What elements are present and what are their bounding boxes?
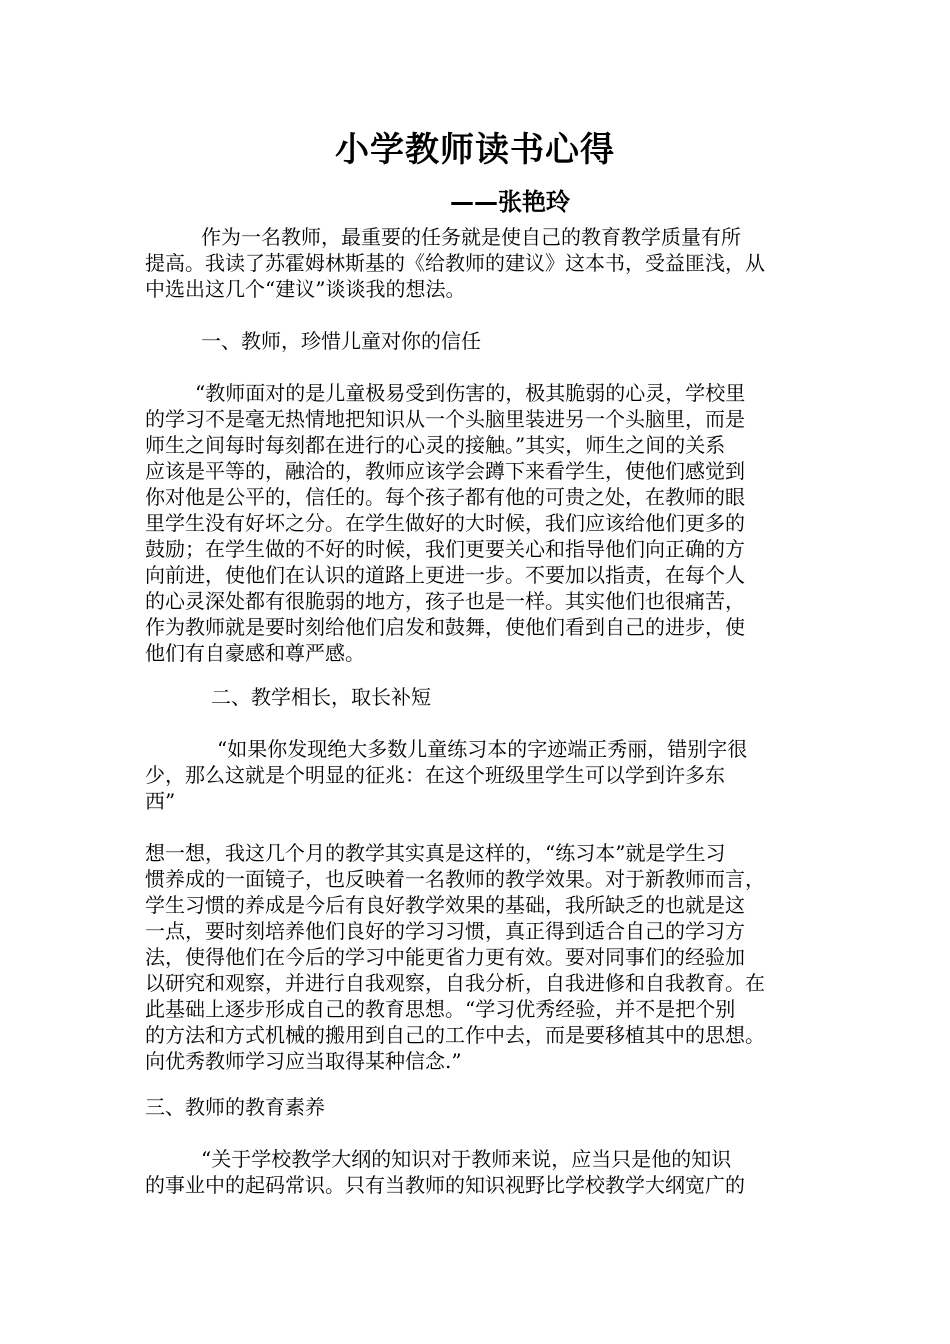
section-heading-1: 一、教师，珍惜儿童对你的信任 (201, 329, 481, 353)
text-line: 鼓励；在学生做的不好的时候，我们更要关心和指导他们向正确的方 (145, 537, 745, 561)
text-line: 里学生没有好坏之分。在学生做好的大时候，我们应该给他们更多的 (145, 511, 745, 535)
section2-paragraph (145, 840, 835, 1074)
text-line: 学生习惯的养成是今后有良好教学效果的基础，我所缺乏的也就是这 (145, 893, 745, 917)
text-line: “关于学校教学大纲的知识对于教师来说，应当只是他的知识 (201, 1147, 732, 1171)
text-line: 西” (145, 789, 176, 813)
text-line: 的方法和方式机械的搬用到自己的工作中去，而是要移植其中的思想。 (145, 1023, 765, 1047)
text-line: 向前进，使他们在认识的道路上更进一步。不要加以指责，在每个人 (145, 563, 745, 587)
text-line: “教师面对的是儿童极易受到伤害的，极其脆弱的心灵，学校里 (195, 381, 746, 405)
text-line: 你对他是公平的，信任的。每个孩子都有他的可贵之处，在教师的眼 (145, 485, 745, 509)
text-line: 的学习不是毫无热情地把知识从一个头脑里装进另一个头脑里，而是 (145, 407, 745, 431)
text-line: 提高。我读了苏霍姆林斯基的《给教师的建议》这本书，受益匪浅，从 (145, 251, 765, 275)
text-line: 师生之间每时每刻都在进行的心灵的接触。”其实，师生之间的关系 (145, 433, 726, 457)
text-line: 向优秀教师学习应当取得某种信念.” (145, 1049, 462, 1073)
section-heading-2: 二、教学相长，取长补短 (211, 685, 431, 709)
section1-paragraph (145, 380, 835, 666)
text-line: 的心灵深处都有很脆弱的地方，孩子也是一样。其实他们也很痛苦， (145, 589, 745, 613)
section-heading-3: 三、教师的教育素养 (145, 1095, 325, 1119)
text-line: 法，使得他们在今后的学习中能更省力更有效。要对同事们的经验加 (145, 945, 745, 969)
text-line: 他们有自豪感和尊严感。 (145, 641, 365, 665)
text-line: 一点，要时刻培养他们良好的学习习惯，真正得到适合自己的学习方 (145, 919, 745, 943)
text-line: 少，那么这就是个明显的征兆：在这个班级里学生可以学到许多东 (145, 763, 725, 787)
text-line: 惯养成的一面镜子，也反映着一名教师的教学效果。对于新教师而言， (145, 867, 765, 891)
text-line: 的事业中的起码常识。只有当教师的知识视野比学校教学大纲宽广的 (145, 1173, 745, 1197)
text-line: 中选出这几个“建议”谈谈我的想法。 (145, 277, 466, 301)
text-line: 此基础上逐步形成自己的教育思想。“学习优秀经验，并不是把个别 (145, 997, 736, 1021)
text-line: 应该是平等的，融洽的，教师应该学会蹲下来看学生，使他们感觉到 (145, 459, 745, 483)
author-line: ——张艳玲 (450, 188, 570, 216)
intro-paragraph (145, 224, 835, 302)
text-line: 作为教师就是要时刻给他们启发和鼓舞，使他们看到自己的进步，使 (145, 615, 745, 639)
document-title: 小学教师读书心得 (335, 130, 615, 170)
text-line: 以研究和观察，并进行自我观察，自我分析，自我进修和自我教育。在 (145, 971, 765, 995)
text-line: 想一想，我这几个月的教学其实真是这样的，“练习本”就是学生习 (145, 841, 726, 865)
section2-quote (145, 736, 835, 814)
text-line: 作为一名教师，最重要的任务就是使自己的教育教学质量有所 (201, 225, 741, 249)
text-line: “如果你发现绝大多数儿童练习本的字迹端正秀丽，错别字很 (217, 737, 748, 761)
section3-paragraph (145, 1146, 835, 1198)
